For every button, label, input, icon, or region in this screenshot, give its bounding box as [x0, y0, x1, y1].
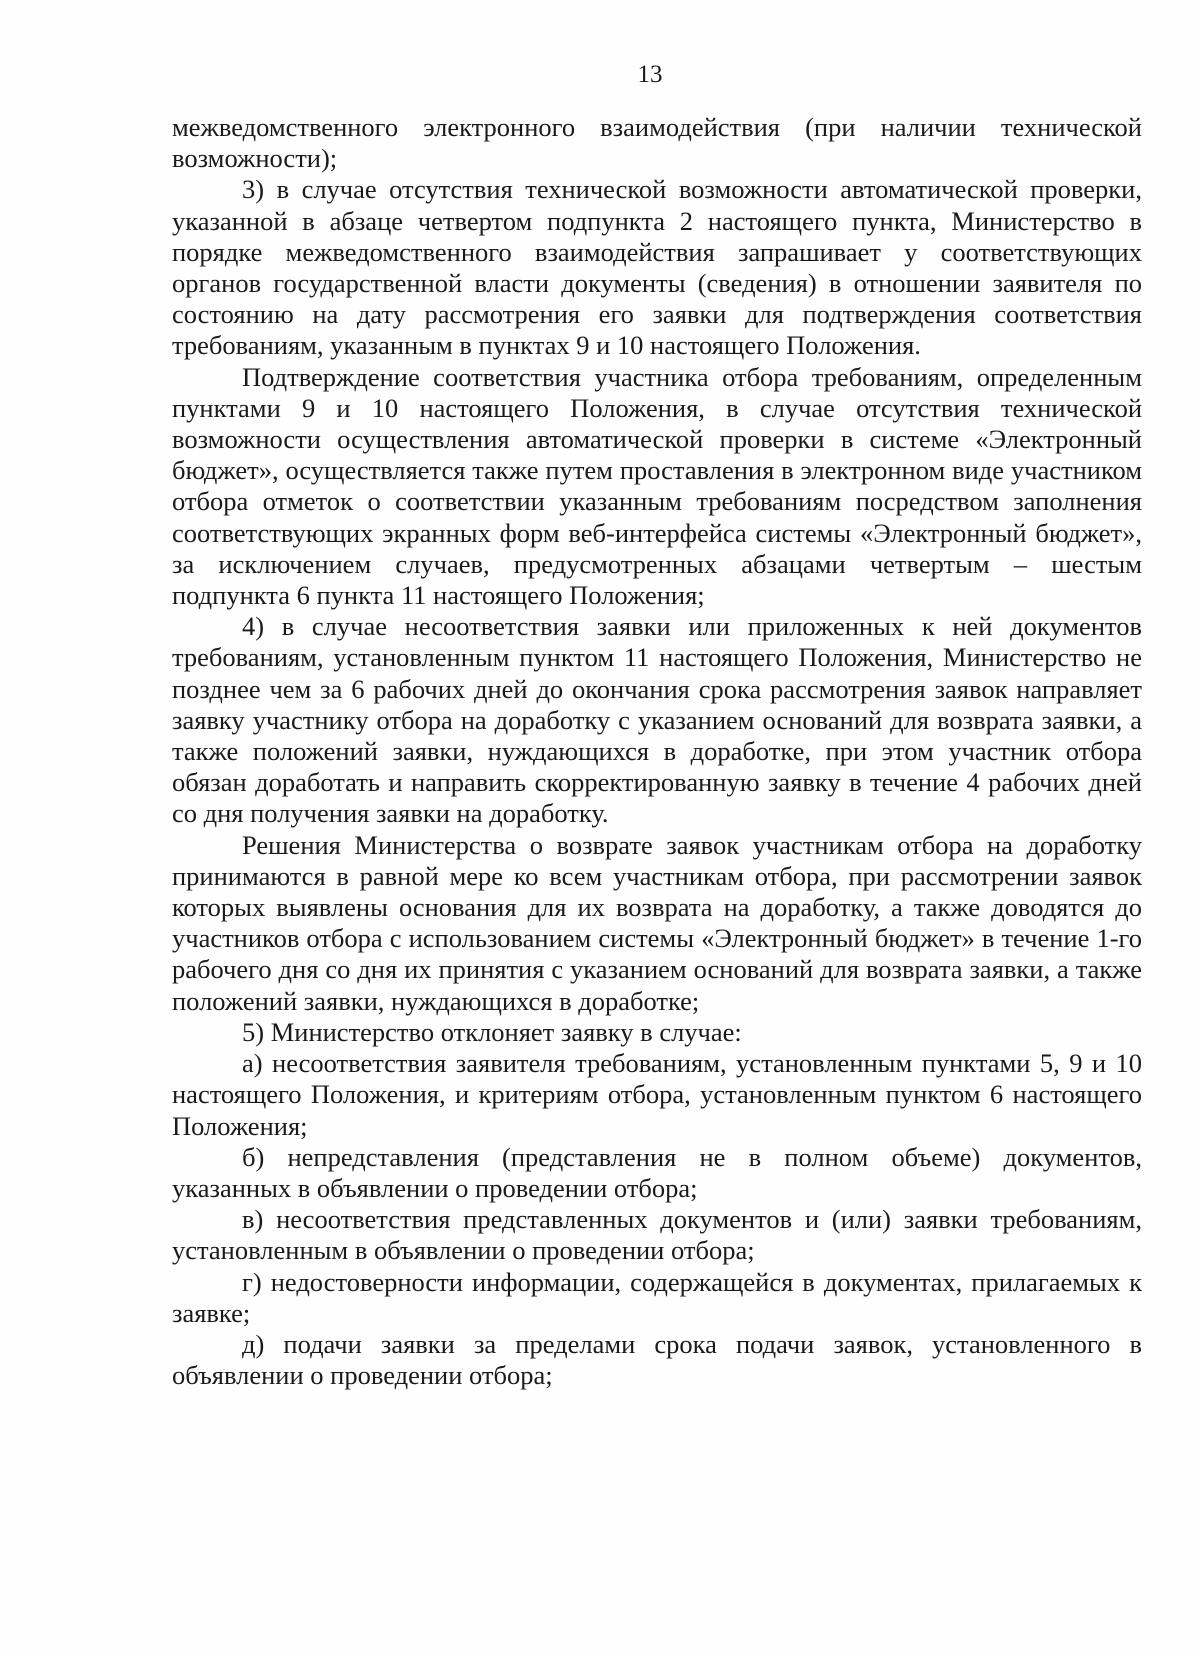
paragraph-subitem-b: б) непредставления (представления не в полном объеме) документов, указанных в объявлении о проведении отбора;	[172, 1141, 1142, 1203]
paragraph-subitem-a: а) несоответствия заявителя требованиям, установленным пунктами 5, 9 и 10 настоящего Положения, и критериям отбора, установленным пунктом 6 настоящего Положения;	[172, 1048, 1142, 1141]
document-body	[172, 112, 1142, 1391]
paragraph-continuation: межведомственного электронного взаимодействия (при наличии технической возможности);	[172, 112, 1142, 174]
paragraph-subitem-g: г) недостоверности информации, содержащейся в документах, прилагаемых к заявке;	[172, 1266, 1142, 1328]
paragraph-confirmation: Подтверждение соответствия участника отбора требованиям, определенным пунктами 9 и 10 настоящего Положения, в случае отсутствия технической возможности осуществления автоматической проверки в системе «Электронный бюджет», осуществляется также путем проставления в электронном виде участником отбора отметок о соответствии указанным требованиям посредством заполнения соответствующих экранных форм веб-интерфейса системы «Электронный бюджет», за исключением случаев, предусмотренных абзацами четвертым – шестым подпункта 6 пункта 11 настоящего Положения;	[172, 361, 1142, 611]
paragraph-decisions: Решения Министерства о возврате заявок участникам отбора на доработку принимаются в равной мере ко всем участникам отбора, при рассмотрении заявок которых выявлены основания для их возврата на доработку, а также доводятся до участников отбора с использованием системы «Электронный бюджет» в течение 1-го рабочего дня со дня их принятия с указанием оснований для возврата заявки, а также положений заявки, нуждающихся в доработке;	[172, 829, 1142, 1016]
paragraph-item-5: 5) Министерство отклоняет заявку в случае:	[242, 1016, 742, 1047]
paragraph-subitem-v: в) несоответствия представленных документов и (или) заявки требованиям, установленным в объявлении о проведении отбора;	[172, 1204, 1142, 1266]
paragraph-subitem-d: д) подачи заявки за пределами срока подачи заявок, установленного в объявлении о проведении отбора;	[172, 1328, 1142, 1391]
paragraph-item-4: 4) в случае несоответствия заявки или приложенных к ней документов требованиям, установленным пунктом 11 настоящего Положения, Министерство не позднее чем за 6 рабочих дней до окончания срока рассмотрения заявок направляет заявку участнику отбора на доработку с указанием оснований для возврата заявки, а также положений заявки, нуждающихся в доработке, при этом участник отбора обязан доработать и направить скорректированную заявку в течение 4 рабочих дней со дня получения заявки на доработку.	[172, 611, 1142, 829]
page-number: 13	[637, 61, 663, 88]
paragraph-item-3: 3) в случае отсутствия технической возможности автоматической проверки, указанной в абзаце четвертом подпункта 2 настоящего пункта, Министерство в порядке межведомственного взаимодействия запрашивает у соответствующих органов государственной власти документы (сведения) в отношении заявителя по состоянию на дату рассмотрения его заявки для подтверждения соответствия требованиям, указанным в пунктах 9 и 10 настоящего Положения.	[172, 174, 1142, 361]
